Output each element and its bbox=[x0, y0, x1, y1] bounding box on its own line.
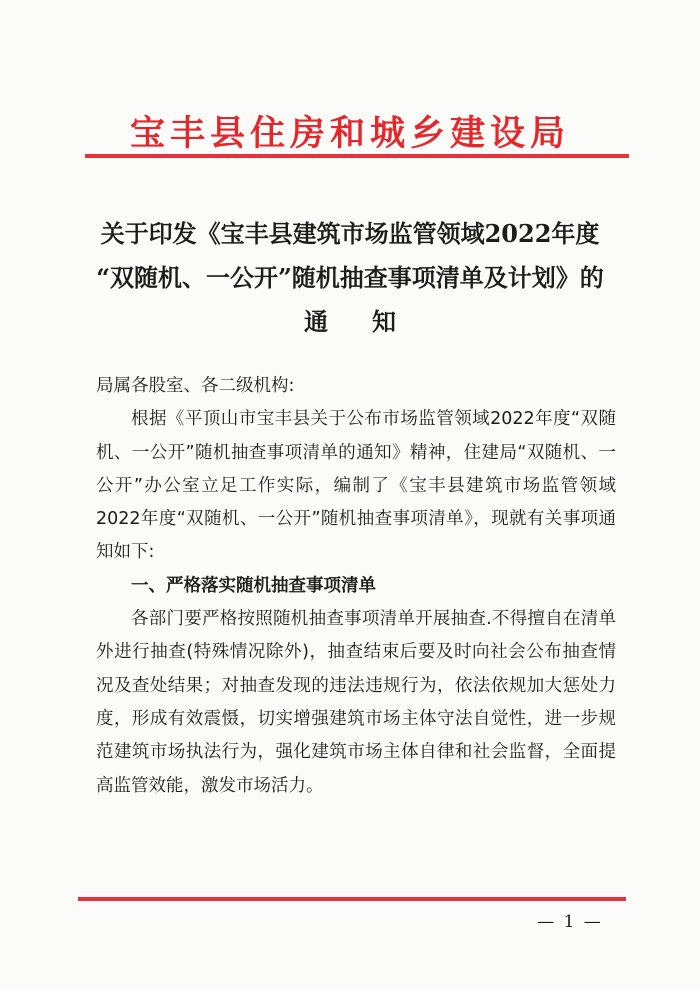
paragraph-2: 各部门要严格按照随机抽查事项清单开展抽查.不得擅自在清单外进行抽查(特殊情况除外)，抽查结束后要及时向社会公布抽查情况及查处结果；对抽查发现的违法违规行为，依法依规加大惩处力度，形成有效震慑，切实增强建筑市场主体守法自觉性，进一步规范建筑市场执法行为，强化建筑市场主体自律和社会监督，全面提高监管效能，激发市场活力。 bbox=[96, 609, 616, 796]
section-heading-1: 一、严格落实随机抽查事项清单 bbox=[131, 575, 376, 596]
document-title bbox=[70, 212, 630, 344]
organization-header: 宝丰县住房和城乡建设局 bbox=[129, 113, 570, 154]
paragraph-1: 根据《平顶山市宝丰县关于公布市场监管领域2022年度“双随机、一公开”随机抽查事项清单的通知》精神，住建局“双随机、一公开”办公室立足工作实际，编制了《宝丰县建筑市场监管领域2022年度“双随机、一公开”随机抽查事项清单》，现就有关事项通知如下: bbox=[96, 409, 616, 563]
red-separator-bottom bbox=[78, 897, 626, 901]
page-number: — 1 — bbox=[537, 912, 603, 932]
title-line-2: “双随机、一公开”随机抽查事项清单及计划》的 bbox=[96, 263, 604, 292]
title-line-3: 通知 bbox=[304, 307, 440, 336]
title-line-1: 关于印发《宝丰县建筑市场监管领域2022年度 bbox=[100, 219, 600, 248]
red-separator-top bbox=[85, 154, 629, 158]
salutation: 局属各股室、各二级机构: bbox=[96, 376, 295, 396]
document-body bbox=[96, 370, 616, 803]
